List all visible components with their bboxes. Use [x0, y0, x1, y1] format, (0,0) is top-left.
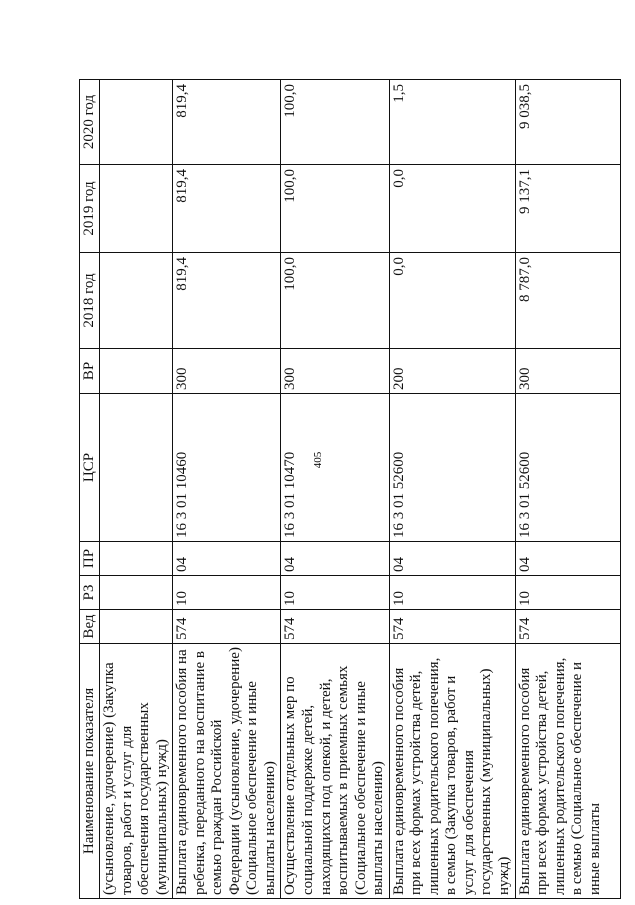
- cell-rz: 10: [281, 576, 389, 610]
- cell-2018: 8 787,0: [515, 253, 620, 349]
- cell-vr: 200: [389, 349, 515, 394]
- table-row: [100, 80, 173, 899]
- cell-2018: 100,0: [281, 253, 389, 349]
- cell-pr: 04: [515, 542, 620, 576]
- cell-2020: 1,5: [389, 80, 515, 165]
- cell-ved: 574: [173, 610, 281, 644]
- cell-pr: 04: [173, 542, 281, 576]
- header-pr: ПР: [80, 542, 100, 576]
- cell-name: Выплата единовременного пособия на ребенка, переданного на воспитание в семью граждан Российской Федерации (усыновление, удочерение) (Социальное обеспечение и иные выплаты населению): [173, 644, 281, 899]
- cell-csr: [100, 394, 173, 542]
- table-row: [389, 80, 515, 899]
- cell-csr: 16 3 01 10460: [173, 394, 281, 542]
- cell-2020: 819,4: [173, 80, 281, 165]
- cell-2019: 819,4: [173, 165, 281, 253]
- cell-2019: 0,0: [389, 165, 515, 253]
- cell-vr: 300: [173, 349, 281, 394]
- cell-name: Осуществление отдельных мер по социальной поддержке детей, находящихся под опекой, и детей, воспитываемых в приемных семьях (Социальное обеспечение и иные выплаты населению): [281, 644, 389, 899]
- page-number: 405: [311, 451, 324, 469]
- header-ved: Вед: [80, 610, 100, 644]
- table-row: [173, 80, 281, 899]
- cell-2018: 819,4: [173, 253, 281, 349]
- cell-name: (усыновление, удочерение) (Закупка товаров, работ и услуг для обеспечения государственных (муниципальных) нужд): [100, 644, 173, 899]
- cell-2019: 9 137,1: [515, 165, 620, 253]
- header-name: Наименование показателя: [80, 644, 100, 899]
- cell-csr: 16 3 01 10470: [281, 394, 389, 542]
- header-2019: 2019 год: [80, 165, 100, 253]
- cell-name: Выплата единовременного пособия при всех формах устройства детей, лишенных родительского попечения, в семью (Социальное обеспечение и иные выплаты: [515, 644, 620, 899]
- cell-ved: [100, 610, 173, 644]
- cell-pr: 04: [389, 542, 515, 576]
- cell-2020: [100, 80, 173, 165]
- cell-2019: [100, 165, 173, 253]
- cell-rz: 10: [515, 576, 620, 610]
- header-csr: ЦСР: [80, 394, 100, 542]
- cell-rz: 10: [389, 576, 515, 610]
- cell-vr: 300: [515, 349, 620, 394]
- table-row: [281, 80, 389, 899]
- header-2018: 2018 год: [80, 253, 100, 349]
- cell-rz: [100, 576, 173, 610]
- rotated-page-content: [79, 80, 602, 899]
- cell-pr: [100, 542, 173, 576]
- table-header-row: [80, 80, 100, 899]
- cell-ved: 574: [281, 610, 389, 644]
- cell-vr: 300: [281, 349, 389, 394]
- cell-2018: 0,0: [389, 253, 515, 349]
- cell-rz: 10: [173, 576, 281, 610]
- cell-ved: 574: [389, 610, 515, 644]
- cell-pr: 04: [281, 542, 389, 576]
- cell-csr: 16 3 01 52600: [515, 394, 620, 542]
- cell-csr: 16 3 01 52600: [389, 394, 515, 542]
- table-row: [515, 80, 620, 899]
- header-rz: РЗ: [80, 576, 100, 610]
- cell-ved: 574: [515, 610, 620, 644]
- header-2020: 2020 год: [80, 80, 100, 165]
- cell-2020: 9 038,5: [515, 80, 620, 165]
- budget-table: [79, 79, 621, 899]
- cell-2020: 100,0: [281, 80, 389, 165]
- cell-name: Выплата единовременного пособия при всех формах устройства детей, лишенных родительского попечения, в семью (Закупка товаров, работ и услуг для обеспечения государственных (муниципальных) нужд): [389, 644, 515, 899]
- cell-vr: [100, 349, 173, 394]
- cell-2019: 100,0: [281, 165, 389, 253]
- header-vr: ВР: [80, 349, 100, 394]
- cell-2018: [100, 253, 173, 349]
